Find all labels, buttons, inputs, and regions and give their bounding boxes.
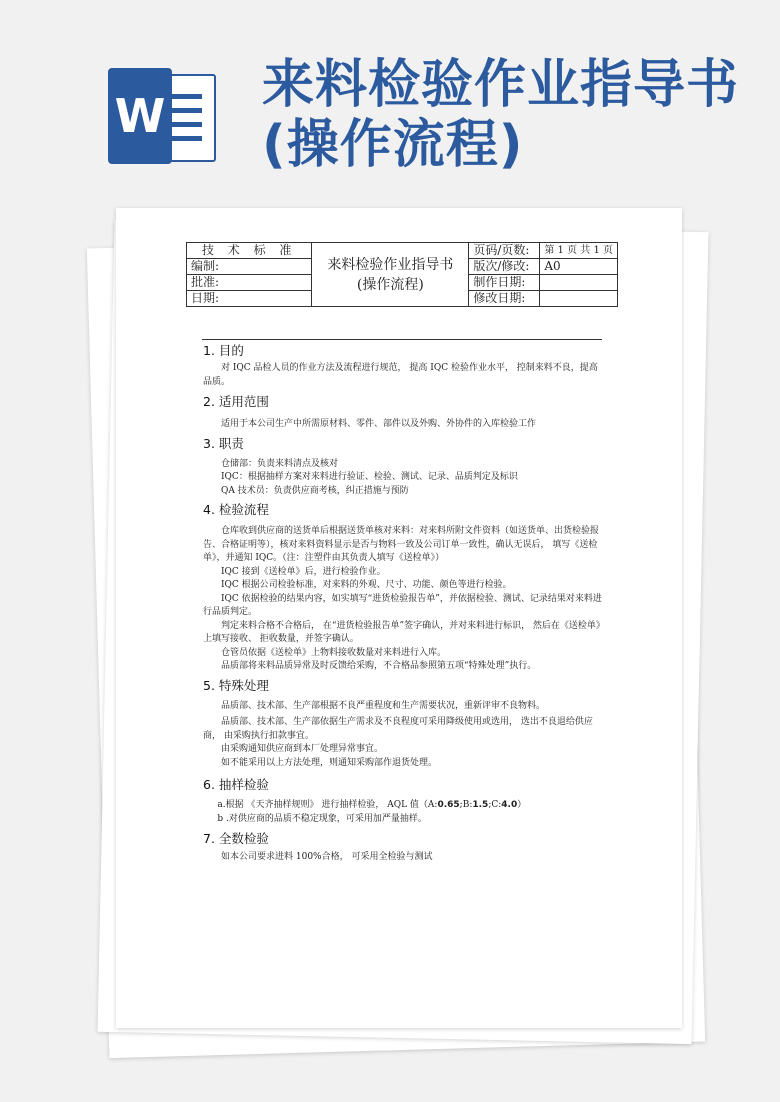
- editor-label: 编制:: [187, 259, 312, 275]
- paragraph: QA 技术员：负责供应商考核，纠正措施与预防: [221, 485, 409, 496]
- document-header-table: [186, 242, 618, 307]
- sampling-line-b: b .对供应商的品质不稳定现象，可采用加严量抽样。: [217, 813, 427, 824]
- paragraph: IQC：根据抽样方案对来料进行验证、检验、测试、记录、品质判定及标识: [221, 472, 518, 482]
- date-label: 日期:: [187, 291, 312, 307]
- sampling-line-a: [203, 799, 603, 813]
- version-label: 版次/修改:: [469, 259, 540, 275]
- paragraph: IQC 依据检验的结果内容，如实填写“进货检验报告单”，并依据检验、测试、记录结果对来料进行品质判定。: [203, 593, 602, 617]
- paragraph: 由采购通知供应商到本厂处理异常事宜。: [221, 744, 384, 754]
- paragraph: 仓管员依据《送检单》上物料接收数量对来料进行入库。: [221, 647, 447, 658]
- section-title: 3. 职责: [203, 435, 244, 451]
- section-title: 2. 适用范围: [203, 394, 269, 409]
- sampling-a-suffix: ）: [517, 800, 527, 810]
- section-title: 6. 抽样检验: [203, 777, 269, 792]
- section-title: 1. 目的: [203, 343, 244, 358]
- paragraph: 判定来料合格不合格后， 在“进货检验报告单”签字确认，并对来料进行标识， 然后在《送检单》上填写接收、 拒收数量，并签字确认。: [203, 620, 601, 644]
- paragraph: 对 IQC 品检人员的作业方法及流程进行规范， 提高 IQC 检验作业水平， 控制来料不良，提高品质。: [203, 363, 598, 387]
- word-icon: [108, 68, 214, 164]
- page-label: 页码/页数:: [469, 243, 540, 259]
- word-icon-letter: W: [108, 68, 172, 164]
- page-value: 第 1 页 共 1 页: [540, 243, 618, 259]
- document-page: [116, 208, 682, 1028]
- paragraph: 仓库收到供应商的送货单后根据送货单核对来料：对来料所附文件资料（如送货单、出货检验报告、合格证明等），核对来料资料显示是否与物料一致及公司订单一致性，确认无误后， 填写《送检单》，并通知 IQC。（注：注塑件由其负责人填写《送检单》）: [203, 526, 600, 563]
- section-title: 5. 特殊处理: [203, 677, 269, 693]
- page-title: 来料检验作业指导书(操作流程): [262, 55, 740, 175]
- aql-a-value: 0.65: [437, 800, 460, 810]
- paragraph: IQC 接到《送检单》后，进行检验作业。: [221, 566, 386, 577]
- paragraph: 仓储部：负责来料清点及核对: [221, 458, 339, 469]
- sampling-a-prefix: a.根据 《天齐抽样规则》 进行抽样检验， AQL 值（A:: [217, 800, 438, 810]
- document-body: [203, 340, 603, 865]
- doc-title-line2: (操作流程): [356, 276, 424, 293]
- version-value: A0: [540, 259, 618, 275]
- doc-title-line1: 来料检验作业指导书: [327, 256, 454, 273]
- aql-c-value: 4.0: [501, 800, 518, 810]
- paragraph: 适用于本公司生产中所需原材料、零件、部件以及外购、外协件的入库检验工作: [221, 419, 537, 429]
- aql-b-value: 1.5: [472, 800, 489, 810]
- aql-sep-c: ;C:: [488, 800, 502, 810]
- tech-standard-cell: 技 术 标 准: [187, 243, 312, 259]
- made-date-label: 制作日期:: [469, 275, 540, 291]
- paragraph: 品质部、技术部、生产部根据不良严重程度和生产需要状况，重新评审不良物料。: [221, 700, 546, 711]
- modify-date-value: [540, 291, 618, 307]
- modify-date-label: 修改日期:: [469, 291, 540, 307]
- doc-title-cell: [312, 243, 469, 307]
- paragraph: 品质部将来料品质异常及时反馈给采购，不合格品参照第五项“特殊处理”执行。: [221, 661, 537, 671]
- approve-label: 批准:: [187, 275, 312, 291]
- section-title: 7. 全数检验: [203, 831, 269, 846]
- aql-sep-b: ;B:: [459, 800, 473, 810]
- section-title: 4. 检验流程: [203, 502, 269, 517]
- paragraph: 如不能采用以上方法处理，则通知采购部作退货处理。: [221, 757, 438, 768]
- paragraph: 品质部、技术部、生产部依据生产需求及不良程度可采用降级使用或选用， 选出不良退给供应商， 由采购执行扣款事宜。: [203, 717, 593, 741]
- made-date-value: [540, 275, 618, 291]
- paragraph: IQC 根据公司检验标准，对来料的外观、尺寸、功能、颜色等进行检验。: [221, 580, 512, 590]
- paragraph: 如本公司要求进料 100%合格， 可采用全检验与测试: [221, 852, 433, 862]
